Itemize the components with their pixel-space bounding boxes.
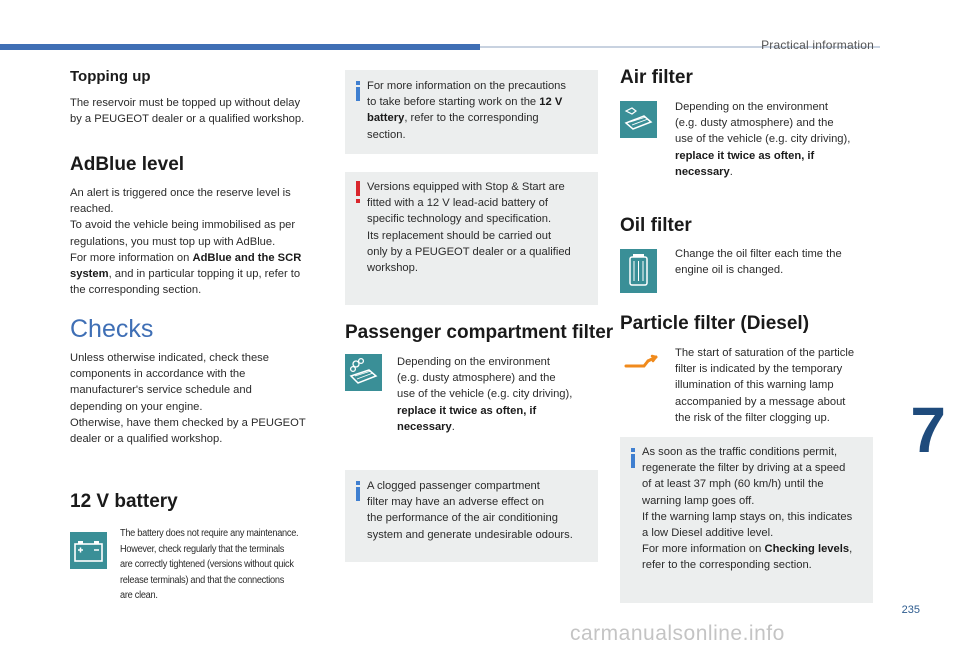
section-title: Practical information <box>761 38 874 52</box>
info-box-battery: For more information on the precautions to take before starting work on the 12 V battery, refer to the corresponding section. <box>345 70 598 154</box>
checks-text: Unless otherwise indicated, check these components in accordance with the manufacturer's service schedule and depending on your engine. Otherwise, have them checked by a PEUGEOT dealer or a qualified workshop. <box>70 352 306 446</box>
oil-filter-heading: Oil filter <box>620 215 692 236</box>
air-filter-icon <box>620 101 657 138</box>
info-icon <box>353 481 363 501</box>
cabin-filter-icon <box>345 354 382 391</box>
adblue-heading: AdBlue level <box>70 154 185 175</box>
page-number: 235 <box>901 604 920 616</box>
info-box-cabin-filter: A clogged passenger compartment filter may have an adverse effect on the performance of the air conditioning system and generate undesirable odours. <box>345 470 598 562</box>
battery-heading: 12 V battery <box>70 491 178 512</box>
particle-filter-text: The start of saturation of the particle filter is indicated by the temporary illumination of this warning lamp accompanied by a message about the risk of the filter clogging up. <box>675 347 855 424</box>
battery-icon <box>70 532 107 569</box>
particle-filter-heading: Particle filter (Diesel) <box>620 313 810 334</box>
watermark: carmanualsonline.info <box>570 622 785 645</box>
warning-icon <box>353 181 363 203</box>
air-filter-heading: Air filter <box>620 67 693 88</box>
checking-levels-link-text: Checking levels <box>764 543 850 556</box>
info-icon <box>628 448 638 468</box>
particle-filter-warning-icon <box>624 352 662 374</box>
info-box-particle-filter: As soon as the traffic conditions permit, regenerate the filter by driving at a speed of at least 37 mph (60 km/h) until the warning lamp goes off. If the warning lamp stays on, this indicates a low Diesel additive level. For more information on Checking levels, refer to the corresponding section. <box>620 437 873 603</box>
checks-heading: Checks <box>70 315 154 343</box>
info-icon <box>353 81 363 101</box>
header-accent-bar <box>0 44 480 50</box>
topping-up-heading: Topping up <box>70 68 151 85</box>
oil-filter-icon <box>620 249 657 293</box>
adblue-link-text: AdBlue and the SCR <box>192 251 302 264</box>
chapter-number: 7 <box>910 394 946 466</box>
warning-box-stop-start: Versions equipped with Stop & Start are fitted with a 12 V lead-acid battery of specific technology and specification. Its replacement should be carried out only by a PEUGEOT dealer or a qualified workshop. <box>345 172 598 305</box>
adblue-text: An alert is triggered once the reserve level is reached. To avoid the vehicle being immobilised as per regulations, you must top up with AdBlue. For more information on AdBlue and the SCR system, and in particular topping it up, refer to the corresponding section. <box>70 187 302 297</box>
air-filter-text: Depending on the environment (e.g. dusty atmosphere) and the use of the vehicle (e.g. city driving), replace it twice as often, if necessary. <box>675 101 851 178</box>
cabin-filter-text: Depending on the environment (e.g. dusty atmosphere) and the use of the vehicle (e.g. city driving), replace it twice as often, if necessary. <box>397 356 573 433</box>
cabin-filter-heading: Passenger compartment filter <box>345 322 614 343</box>
battery-text: The battery does not require any maintenance. However, check regularly that the terminals are correctly tightened (versions without quick release terminals) and that the connections are clean. <box>120 528 299 602</box>
topping-up-text: The reservoir must be topped up without delay by a PEUGEOT dealer or a qualified workshop. <box>70 97 305 126</box>
oil-filter-text: Change the oil filter each time the engine oil is changed. <box>675 248 842 277</box>
